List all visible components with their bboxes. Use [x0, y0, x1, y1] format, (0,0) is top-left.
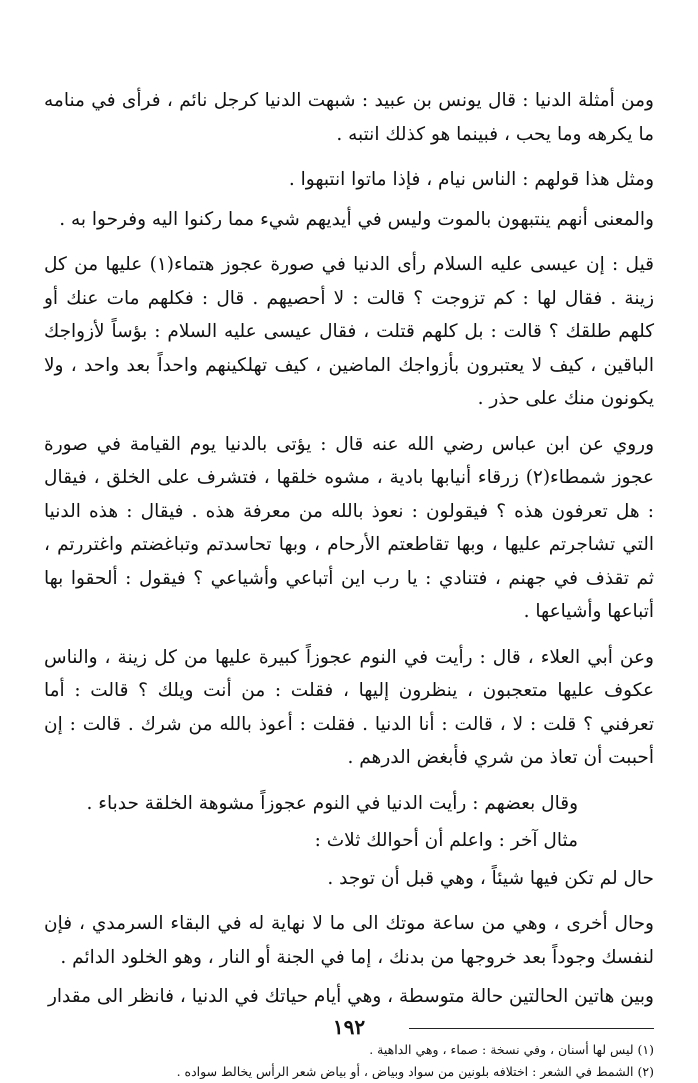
paragraph-isa: قيل : إن عيسى عليه السلام رأى الدنيا في صورة عجوز هتماء(١) عليها من كل زينة . فقال لها : كم تزوجت ؟ قالت : لا أحصيهم . قال : فكلهم مات عنك أو كلهم طلقك ؟ قالت : بل كلهم قتلت ، فقال عيسى عليه السلام : بؤساً لأزواجك الباقين ، كيف لا يعتبرون بأزواجك الماضين ، كيف تهلكينهم واحداً بعد واحد ، ولا يكونون منك على حذر .: [44, 254, 655, 409]
paragraph-ibn-abbas: وروي عن ابن عباس رضي الله عنه قال : يؤتى بالدنيا يوم القيامة في صورة عجوز شمطاء(٢) زرقاء أنيابها بادية ، مشوه خلقها ، فتشرف على الخلق ، فيقال : هل تعرفون هذه ؟ فيقولون : نعوذ بالله من معرفة هذه . فيقال : هذه الدنيا التي تشاجرتم عليها ، وبها تقاطعتم الأرحام ، وبها تحاسدتم وتباغضتم واغتررتم ، ثم تقذف في جهنم ، فتنادي : يا رب اين أتباعي وأشياعي ؟ فيقول : ألحقوا بها أتباعها وأشياعها .: [44, 433, 654, 622]
footnote-2: (٢) الشمط في الشعر : اختلافه بلونين من سواد وبياض ، أو بياض شعر الرأس يخالط سواده .: [176, 1063, 654, 1079]
footnote-1: (١) ليس لها أسنان ، وفي نسخة : صماء ، وهي الداهية .: [369, 1041, 654, 1057]
paragraph-saying: ومثل هذا قولهم : الناس نيام ، فإذا ماتوا انتبهوا .: [288, 169, 654, 190]
paragraph-yunus: ومن أمثلة الدنيا : قال يونس بن عبيد : شبهت الدنيا كرجل نائم ، فرأى في منامه ما يكرهه وما يحب ، فبينما هو كذلك انتبه .: [44, 90, 654, 145]
paragraph-some-said: وقال بعضهم : رأيت الدنيا في النوم عجوزاً مشوهة الخلقة حدباء .: [86, 792, 578, 814]
paragraph-middle-state: وبين هاتين الحالتين حالة متوسطة ، وهي أيام حياتك في الدنيا ، فانظر الى مقدار: [47, 986, 654, 1007]
paragraph-meaning: والمعنى أنهم ينتبهون بالموت وليس في أيديهم شيء مما ركنوا اليه وفرحوا به .: [59, 208, 654, 230]
paragraph-second-state: وحال أخرى ، وهي من ساعة موتك الى ما لا نهاية له في البقاء السرمدي ، فإن لنفسك وجوداً بعد خروجها من بدنك ، إما في الجنة أو النار ، وهو الخلود الدائم .: [44, 913, 654, 968]
page-number: ١٩٢: [332, 1015, 366, 1039]
paragraph-another-example: مثال آخر : واعلم أن أحوالك ثلاث :: [314, 830, 578, 851]
paragraph-first-state: حال لم تكن فيها شيئاً ، وهي قبل أن توجد .: [327, 867, 654, 889]
paragraph-abu-alala: وعن أبي العلاء ، قال : رأيت في النوم عجوزاً كبيرة عليها من كل زينة ، والناس عكوف عليها متعجبون ، ينظرون إليها ، فقلت : من أنت ويلك ؟ قالت : أما تعرفني ؟ قلت : لا ، قالت : أنا الدنيا . فقلت : أعوذ بالله من شرك . قالت : إن أحببت أن تعاذ من شري فأبغض الدرهم .: [44, 646, 654, 768]
